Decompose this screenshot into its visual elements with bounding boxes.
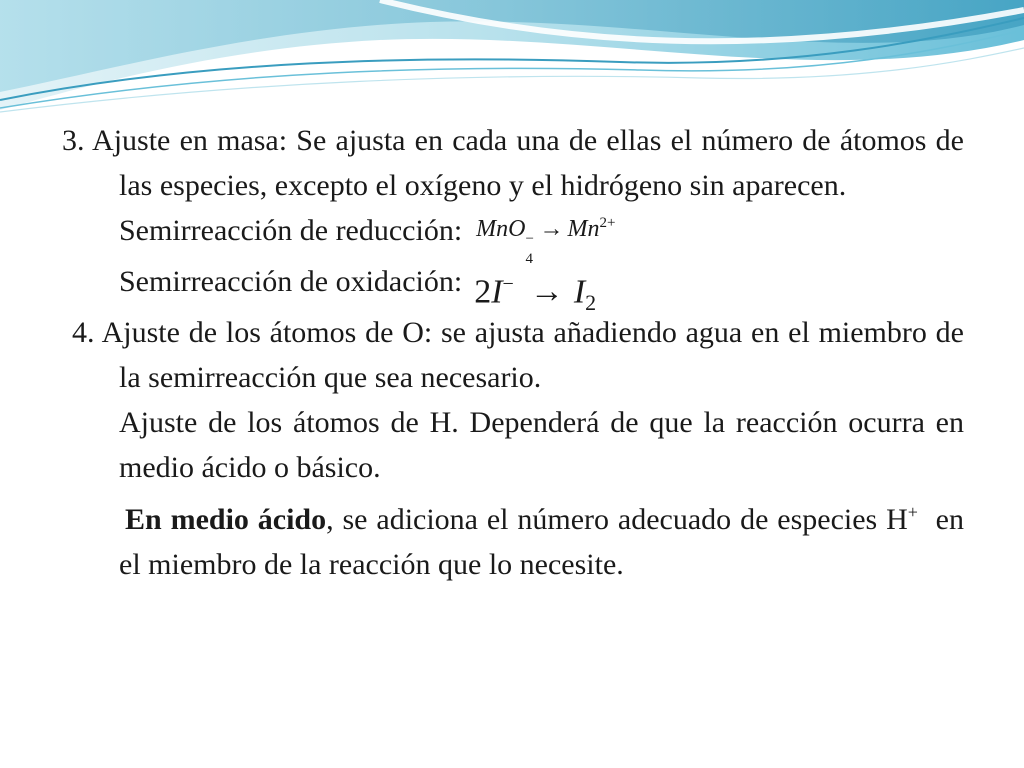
oxidation-product-subscript: 2 [585,290,597,316]
hydrogen-ion-charge: + [907,502,918,522]
oxidation-product: I [573,273,586,311]
reduction-product-charge: 2+ [599,215,616,231]
oxidation-reactant-charge: − [502,273,514,295]
oxidation-coefficient: 2 [474,273,492,311]
reduction-reactant-charge: − [525,231,534,247]
acid-medium-bold: En medio ácido [125,503,327,536]
oxidation-line [62,259,964,316]
oxidation-reactant: I [491,273,503,311]
slide-body [62,118,972,587]
header-wave-decoration [0,0,1024,125]
reduction-product: Mn [567,216,600,242]
reduction-label: Semirreacción de reducción: [119,214,463,247]
oxidation-arrow: → [529,273,564,311]
acid-medium-text-a: , se adiciona el número adecuado de especies H [326,503,908,536]
acid-medium-paragraph [62,490,972,587]
step-4-paragraph: 4. Ajuste de los átomos de O: se ajusta añadiendo agua en el miembro de la semirreacción que sea necesario. [72,316,964,394]
acid-medium-text-b: en el miembro de la reacción que lo necesite. [119,503,972,581]
reduction-line [62,208,964,267]
hydrogen-adjust-paragraph: Ajuste de los átomos de H. Dependerá de que la reacción ocurra en medio ácido o básico. [119,406,964,484]
reduction-reactant-subscript: 4 [525,251,533,267]
step-3-paragraph: 3. Ajuste en masa: Se ajusta en cada una de ellas el número de átomos de las especies, excepto el oxígeno y el hidrógeno sin aparecen. [62,124,964,202]
reduction-equation [476,208,616,267]
oxidation-label: Semirreacción de oxidación: [119,265,463,298]
reduction-arrow: → [539,216,564,242]
reduction-reactant: MnO [476,216,526,242]
oxidation-equation [474,259,596,328]
